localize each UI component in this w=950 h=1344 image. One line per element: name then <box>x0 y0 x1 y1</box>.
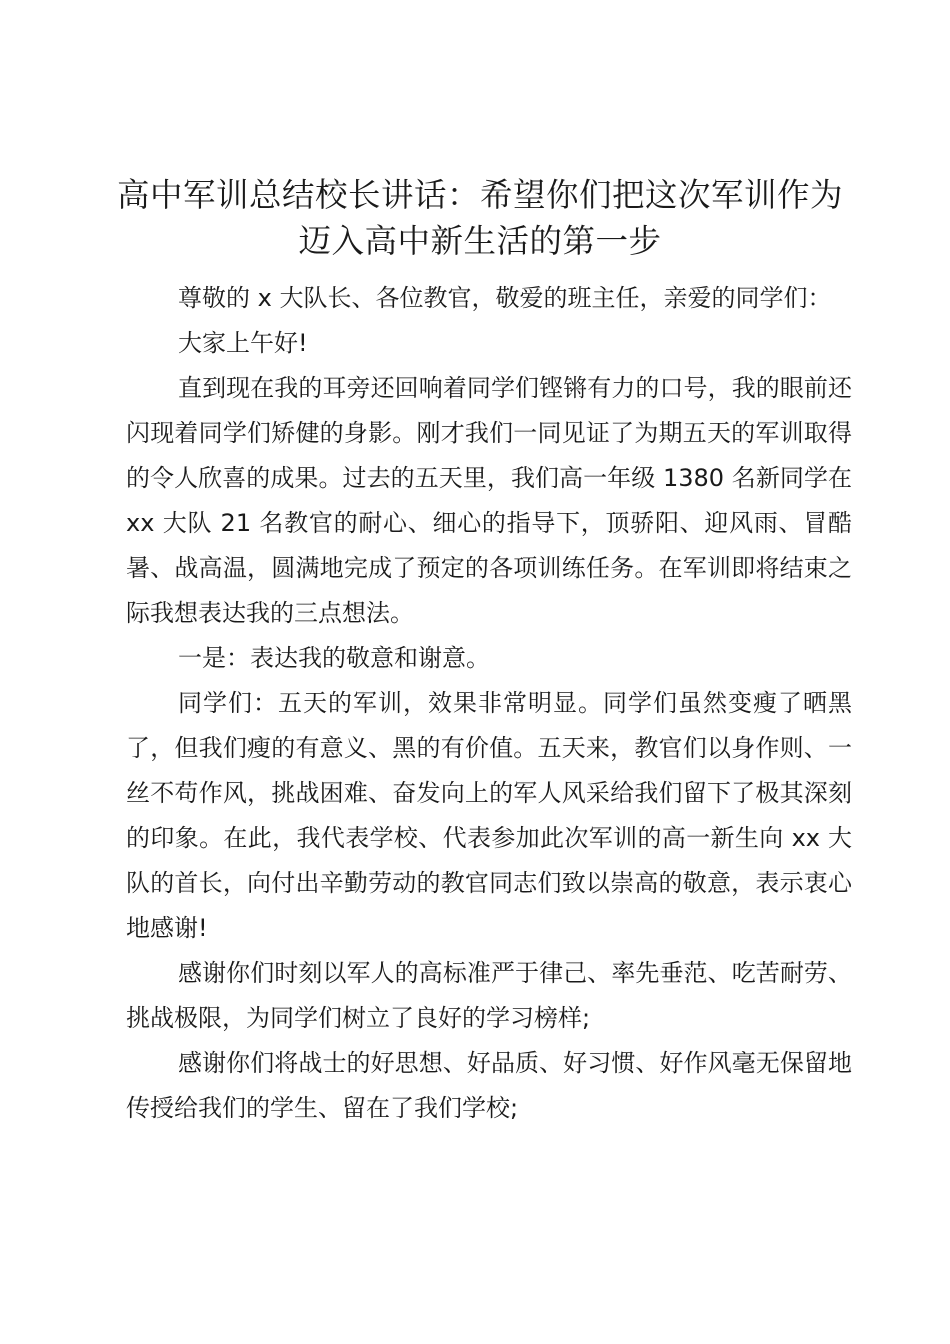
paragraph-point-one: 一是：表达我的敬意和谢意。 <box>178 644 490 672</box>
paragraph-thanks-example: 感谢你们时刻以军人的高标准严于律己、率先垂范、吃苦耐劳、挑战极限，为同学们树立了良好的学习榜样; <box>126 959 852 1032</box>
paragraph-salutation: 尊敬的 x 大队长、各位教官，敬爱的班主任，亲爱的同学们： <box>178 284 832 312</box>
paragraph-intro: 直到现在我的耳旁还回响着同学们铿锵有力的口号，我的眼前还闪现着同学们矫健的身影。刚才我们一同见证了为期五天的军训取得的令人欣喜的成果。过去的五天里，我们高一年级 1380 名新同学在 xx 大队 21 名教官的耐心、细心的指导下，顶骄阳、迎风雨、冒酷暑、战高温，圆满地完成了预定的各项训练任务。在军训即将结束之际我想表达我的三点想法。 <box>126 374 852 627</box>
document-title: 高中军训总结校长讲话：希望你们把这次军训作为迈入高中新生活的第一步 <box>116 176 843 260</box>
document-body <box>126 276 852 1131</box>
paragraph-greeting: 大家上午好! <box>178 329 308 357</box>
paragraph-thanks: 同学们：五天的军训，效果非常明显。同学们虽然变瘦了晒黑了，但我们瘦的有意义、黑的有价值。五天来，教官们以身作则、一丝不苟作风，挑战困难、奋发向上的军人风采给我们留下了极其深刻的印象。在此，我代表学校、代表参加此次军训的高一新生向 xx 大队的首长，向付出辛勤劳动的教官同志们致以崇高的敬意，表示衷心地感谢! <box>126 689 852 942</box>
paragraph-thanks-legacy: 感谢你们将战士的好思想、好品质、好习惯、好作风毫无保留地传授给我们的学生、留在了我们学校; <box>126 1049 852 1122</box>
